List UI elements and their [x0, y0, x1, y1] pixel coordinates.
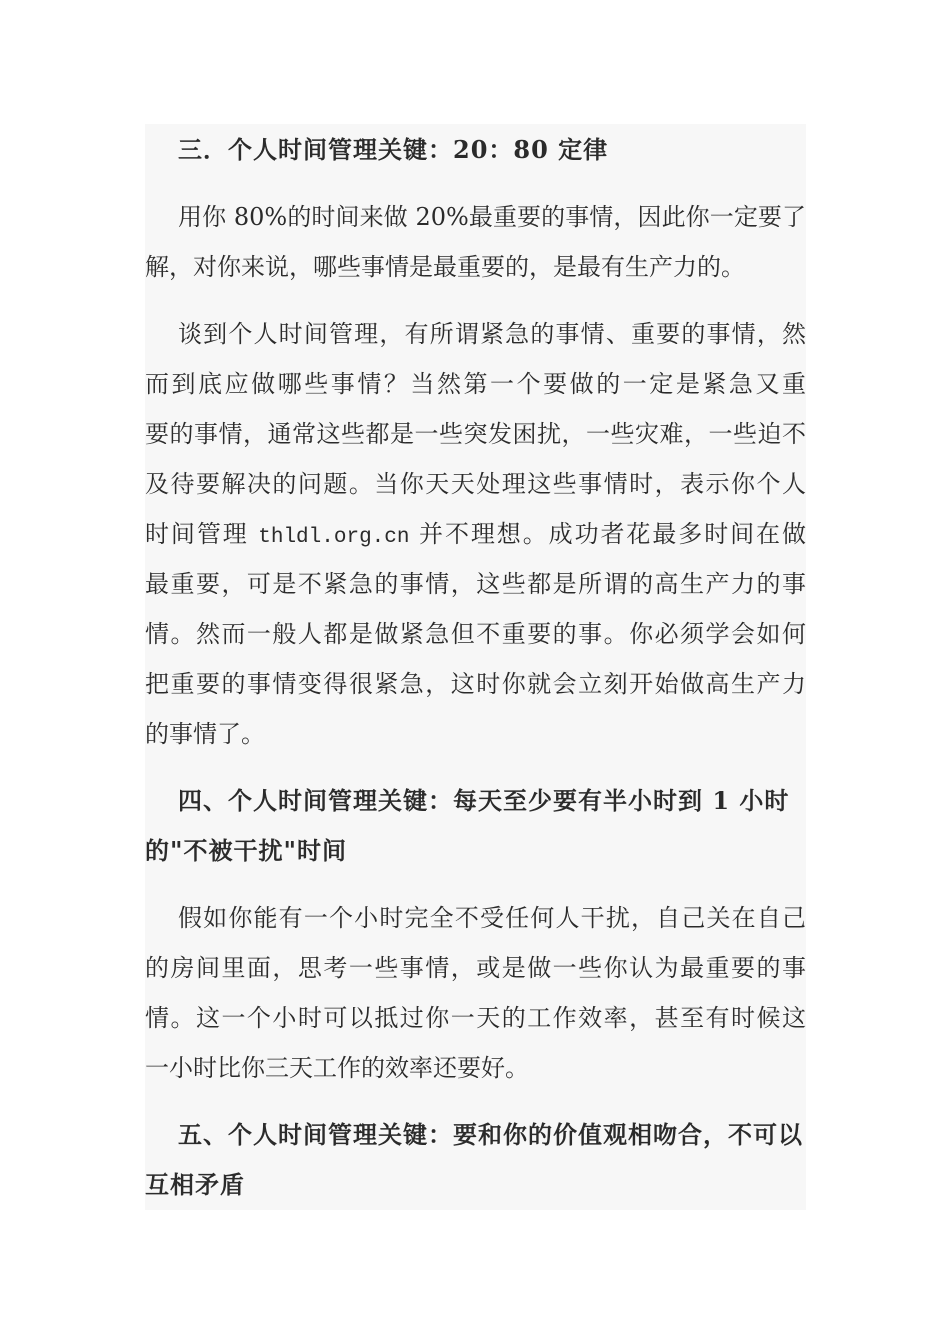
paragraph-line: 把重要的事情变得很紧急，这时你就会立刻开始做高生产力: [145, 670, 806, 698]
inline-domain-text: thldl.org.cn: [258, 526, 410, 549]
paragraph-line: 情。这一个小时可以抵过你一天的工作效率，甚至有时候这: [145, 1004, 806, 1032]
paragraph-line: 假如你能有一个小时完全不受任何人干扰，自己关在自己: [178, 904, 806, 932]
paragraph-line: [145, 509, 806, 559]
heading-line: 三．个人时间管理关键：20：80 定律: [178, 135, 609, 164]
section-4-heading: [145, 776, 806, 876]
paragraph-line: 一小时比你三天工作的效率还要好。: [145, 1054, 529, 1082]
paragraph-line: 及待要解决的问题。当你天天处理这些事情时，表示你个人: [145, 470, 806, 498]
content-block: [145, 124, 806, 1210]
paragraph-line: 的房间里面，思考一些事情，或是做一些你认为最重要的事: [145, 954, 806, 982]
heading-line: 五、个人时间管理关键：要和你的价值观相吻合，不可以: [178, 1120, 803, 1149]
body-paragraph-1: [145, 192, 806, 292]
paragraph-line: 最重要，可是不紧急的事情，这些都是所谓的高生产力的事: [145, 570, 806, 598]
heading-line: 四、个人时间管理关键：每天至少要有半小时到 1 小时: [178, 786, 790, 815]
paragraph-line: 情。然而一般人都是做紧急但不重要的事。你必须学会如何: [145, 620, 806, 648]
paragraph-line: 而到底应做哪些事情？当然第一个要做的一定是紧急又重: [145, 370, 806, 398]
body-paragraph-3: [145, 893, 806, 1093]
paragraph-text-segment: 时间管理: [145, 520, 259, 548]
paragraph-line: 的事情了。: [145, 720, 265, 748]
paragraph-line: 谈到个人时间管理，有所谓紧急的事情、重要的事情，然: [178, 320, 806, 348]
heading-line: 互相矛盾: [145, 1170, 245, 1199]
paragraph-line: 解，对你来说，哪些事情是最重要的，是最有生产力的。: [145, 253, 745, 281]
section-3-heading: [145, 125, 806, 175]
paragraph-line: 用你 80%的时间来做 20%最重要的事情，因此你一定要了: [178, 203, 806, 231]
paragraph-line: 要的事情，通常这些都是一些突发困扰，一些灾难，一些迫不: [145, 420, 806, 448]
body-paragraph-2: [145, 309, 806, 759]
paragraph-text-segment: 并不理想。成功者花最多时间在做: [409, 520, 806, 548]
heading-line: 的"不被干扰"时间: [145, 836, 348, 865]
section-5-heading: [145, 1110, 806, 1210]
